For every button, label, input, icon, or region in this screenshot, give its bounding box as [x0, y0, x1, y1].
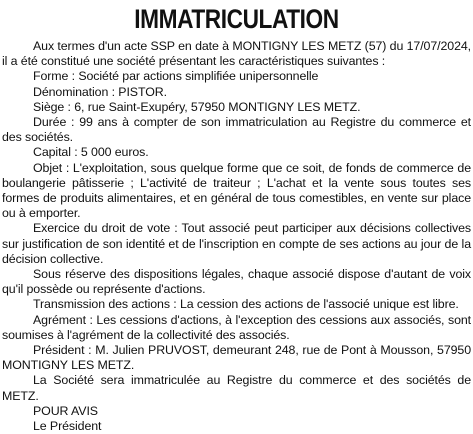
paragraph-approval: Agrément : Les cessions d'actions, à l'exception des cessions aux associés, sont soumises à l'agrément de la collectivité des associés.: [2, 312, 471, 342]
signature-line: Le Président: [33, 419, 102, 434]
paragraph-seat: Siège : 6, rue Saint-Exupéry, 57950 MONTIGNY LES METZ.: [33, 99, 361, 114]
paragraph-name: Dénomination : PISTOR.: [33, 84, 167, 99]
paragraph-capital: Capital : 5 000 euros.: [33, 145, 149, 160]
paragraph-duration: Durée : 99 ans à compter de son immatriculation au Registre du commerce et des sociétés.: [2, 115, 471, 145]
paragraph-votes: Sous réserve des dispositions légales, chaque associé dispose d'autant de voix qu'il possède ou représente d'actions.: [2, 267, 471, 297]
paragraph-deed: Aux termes d'un acte SSP en date à MONTIGNY LES METZ (57) du 17/07/2024, il a été constitué une société présentant les caractéristiques suivantes :: [2, 39, 471, 69]
notice-body: [2, 39, 471, 434]
closing-line: POUR AVIS: [33, 403, 98, 418]
paragraph-voting-right: Exercice du droit de vote : Tout associé peut participer aux décisions collectives sur justification de son identité et de l'inscription en compte de ses actions au jour de la décision collective.: [2, 221, 471, 266]
paragraph-purpose: Objet : L'exploitation, sous quelque forme que ce soit, de fonds de commerce de boulangerie pâtisserie ; L'activité de traiteur ; L'achat et la vente sous toutes ses formes de produits alimentaires, et en général de tous comestibles, en vente sur place ou à emporter.: [2, 160, 471, 221]
notice-title: IMMATRICULATION: [134, 4, 339, 34]
paragraph-form: Forme : Société par actions simplifiée unipersonnelle: [33, 69, 319, 84]
paragraph-share-transfer: Transmission des actions : La cession des actions de l'associé unique est libre.: [33, 297, 459, 312]
paragraph-registration: La Société sera immatriculée au Registre du commerce et des sociétés de METZ.: [2, 373, 471, 403]
paragraph-president: Président : M. Julien PRUVOST, demeurant 248, rue de Pont à Mousson, 57950 MONTIGNY LES METZ.: [2, 343, 471, 373]
